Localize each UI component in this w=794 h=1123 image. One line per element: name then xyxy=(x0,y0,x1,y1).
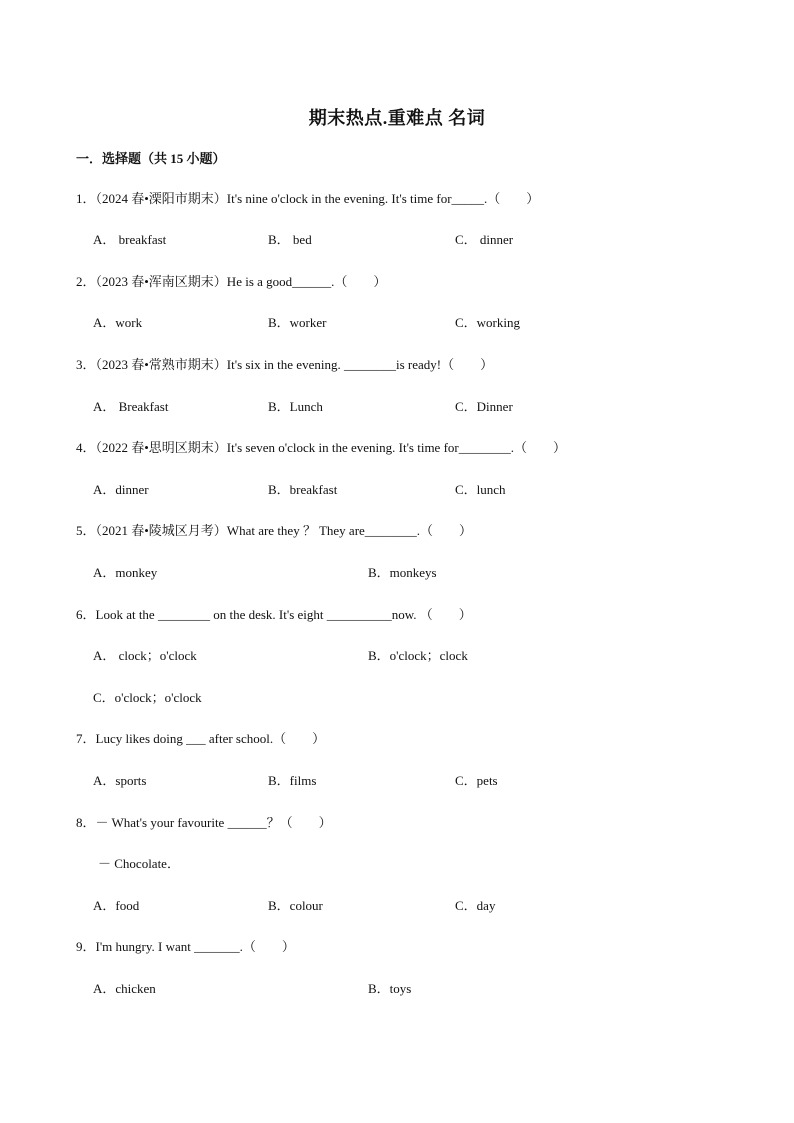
question-1-option-c: C． dinner xyxy=(455,232,514,247)
question-7-option-a: A．sports xyxy=(93,773,147,788)
question-8-option-c: C．day xyxy=(455,898,496,913)
question-6-option-a: A． clock；o'clock xyxy=(93,648,197,663)
question-2-stem: 2．（2023 春•浑南区期末）He is a good______.（ ） xyxy=(76,274,387,289)
question-4-option-b: B．breakfast xyxy=(268,482,338,497)
question-7-option-b: B．films xyxy=(268,773,317,788)
question-3-option-b: B．Lunch xyxy=(268,399,323,414)
page-title: 期末热点.重难点 名词 xyxy=(308,108,486,128)
question-6-option-b: B．o'clock；clock xyxy=(368,648,468,663)
question-8-option-b: B．colour xyxy=(268,898,323,913)
question-8-stem: 8．－ What's your favourite ______？（ ） xyxy=(76,815,332,830)
question-8-reply: － Chocolate． xyxy=(98,856,180,871)
question-3-option-c: C．Dinner xyxy=(455,399,513,414)
section-heading: 一．选择题（共 15 小题） xyxy=(76,151,226,166)
question-5-option-a: A．monkey xyxy=(93,565,158,580)
question-1-stem: 1．（2024 春•溧阳市期末）It's nine o'clock in the evening. It's time for_____.（ ） xyxy=(76,191,540,206)
question-4-option-c: C．lunch xyxy=(455,482,506,497)
question-9-option-b: B．toys xyxy=(368,981,412,996)
question-2-option-c: C．working xyxy=(455,315,521,330)
question-2-option-a: A．work xyxy=(93,315,143,330)
question-3-stem: 3．（2023 春•常熟市期末）It's six in the evening. ________is ready!（ ） xyxy=(76,357,494,372)
question-5-option-b: B．monkeys xyxy=(368,565,437,580)
question-1-option-b: B． bed xyxy=(268,232,312,247)
question-7-stem: 7．Lucy likes doing ___ after school.（ ） xyxy=(76,731,326,746)
question-6-stem: 6．Look at the ________ on the desk. It's eight __________now. （ ） xyxy=(76,607,472,622)
question-6-option-c: C．o'clock；o'clock xyxy=(93,690,202,705)
question-9-stem: 9．I'm hungry. I want _______.（ ） xyxy=(76,939,295,954)
question-8-option-a: A．food xyxy=(93,898,140,913)
question-4-stem: 4．（2022 春•思明区期末）It's seven o'clock in the evening. It's time for________.（ ） xyxy=(76,440,566,455)
question-1-option-a: A． breakfast xyxy=(93,232,167,247)
question-5-stem: 5．（2021 春•陵城区月考）What are they ？ They are________.（ ） xyxy=(76,523,473,538)
question-3-option-a: A． Breakfast xyxy=(93,399,169,414)
question-7-option-c: C．pets xyxy=(455,773,498,788)
question-9-option-a: A．chicken xyxy=(93,981,156,996)
question-4-option-a: A．dinner xyxy=(93,482,149,497)
question-2-option-b: B．worker xyxy=(268,315,327,330)
